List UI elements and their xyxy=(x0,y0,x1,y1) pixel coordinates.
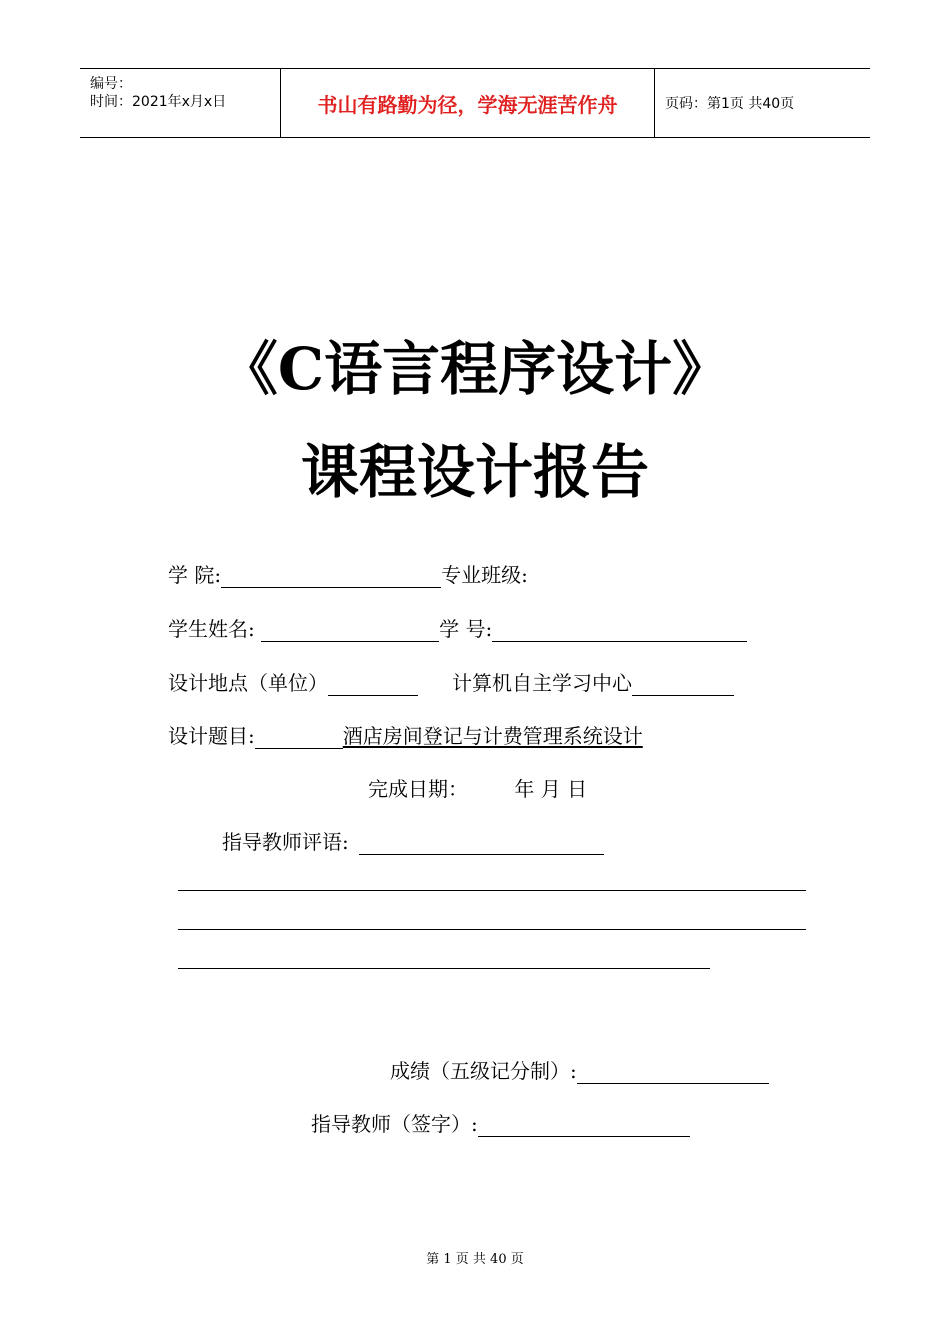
grade-blank[interactable] xyxy=(577,1061,769,1084)
number-label: 编号： xyxy=(90,76,132,92)
location-row xyxy=(168,667,734,696)
sign-label: 指导教师（签字）: xyxy=(311,1112,478,1136)
comment-line-1[interactable] xyxy=(178,890,806,891)
location-blank-left xyxy=(328,673,418,696)
college-label: 学 院: xyxy=(168,563,222,587)
date-row xyxy=(368,773,587,802)
location-blank-right xyxy=(632,673,734,696)
grade-label: 成绩（五级记分制）: xyxy=(390,1059,577,1083)
comment-line-3[interactable] xyxy=(178,968,710,969)
topic-row xyxy=(168,720,643,749)
id-blank[interactable] xyxy=(492,619,747,642)
topic-blank xyxy=(255,726,343,749)
motto: 书山有路勤为径，学海无涯苦作舟 xyxy=(281,69,655,137)
college-row xyxy=(168,559,528,588)
comment-label: 指导教师评语: xyxy=(222,830,349,854)
page-footer: 第 1 页 共 40 页 xyxy=(426,1252,524,1267)
grade-row xyxy=(390,1055,769,1084)
header-table xyxy=(80,68,870,138)
location-value: 计算机自主学习中心 xyxy=(452,671,632,695)
date-label: 完成日期： xyxy=(368,777,468,801)
comment-line-2[interactable] xyxy=(178,929,806,930)
location-label: 设计地点（单位） xyxy=(168,671,328,695)
id-label: 学 号: xyxy=(439,617,493,641)
time-label: 时间：2021年x月x日 xyxy=(90,94,227,110)
topic-value: 酒店房间登记与计费管理系统设计 xyxy=(342,724,643,748)
college-blank[interactable] xyxy=(221,565,441,588)
sign-blank[interactable] xyxy=(478,1114,690,1137)
name-label: 学生姓名: xyxy=(168,617,255,641)
class-label: 专业班级: xyxy=(441,563,528,587)
report-title-line1: 《C语言程序设计》 xyxy=(219,335,731,403)
sign-row xyxy=(311,1108,690,1137)
date-value: 年 月 日 xyxy=(514,777,588,801)
name-row xyxy=(168,613,747,642)
header-meta-cell xyxy=(80,69,281,137)
report-title-line2: 课程设计报告 xyxy=(300,438,649,506)
topic-label: 设计题目: xyxy=(168,724,255,748)
name-blank[interactable] xyxy=(261,619,439,642)
comment-blank[interactable] xyxy=(359,832,604,855)
comment-row xyxy=(222,826,604,855)
page-info: 页码：第1页 共40页 xyxy=(665,96,795,112)
